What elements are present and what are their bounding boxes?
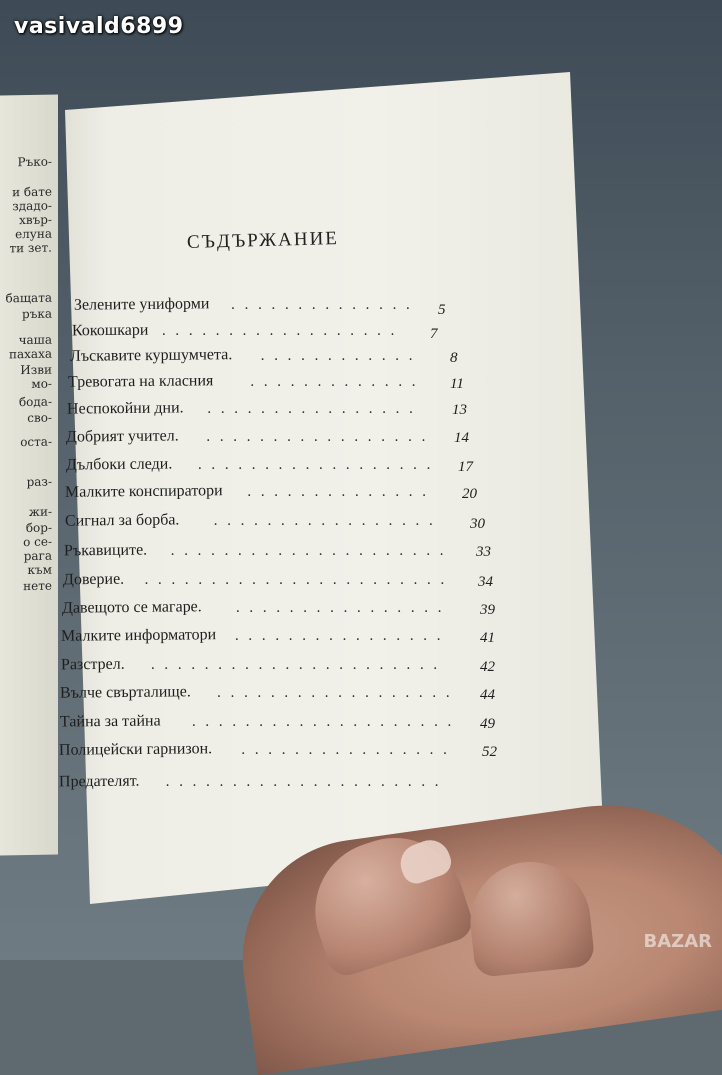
toc-entry-title: Предателят. xyxy=(58,772,140,791)
toc-entry-title: Малките информатори xyxy=(60,626,217,645)
left-page-fragment: хвър- xyxy=(19,212,52,228)
left-page-fragment: здадо- xyxy=(12,198,52,214)
left-page-fragment: рага xyxy=(23,548,52,564)
left-page-fragment: ти зет. xyxy=(9,240,52,256)
left-page xyxy=(0,94,58,855)
toc-page-number: 39 xyxy=(480,602,495,618)
toc-leader-dots: .............. xyxy=(247,484,436,500)
toc-leader-dots: ................ xyxy=(241,742,457,758)
toc-entry-title: Вълче свърталище. xyxy=(59,683,191,702)
toc-entry-title: Тревогата на класния xyxy=(67,372,214,391)
toc-leader-dots: .................. xyxy=(161,323,404,339)
left-page-fragment: Ръко- xyxy=(17,154,52,170)
toc-page-number: 17 xyxy=(458,459,473,475)
toc-leader-dots: ................ xyxy=(234,628,450,644)
toc-entry-title: Полицейски гарнизон. xyxy=(58,740,213,759)
toc-leader-dots: ................. xyxy=(206,429,435,445)
toc-leader-dots: ................. xyxy=(213,513,443,529)
left-page-fragment: оста- xyxy=(20,434,52,450)
toc-page-number: 52 xyxy=(482,744,497,760)
left-page-fragment: сво- xyxy=(27,410,52,426)
toc-page-number: 8 xyxy=(450,350,458,366)
toc-entry-title: Зелените униформи xyxy=(73,295,210,314)
left-page-fragment: раз- xyxy=(26,474,52,490)
toc-entry-title: Добрият учител. xyxy=(65,427,179,446)
toc-page-number: 34 xyxy=(478,574,493,590)
toc-leader-dots: .................... xyxy=(191,714,461,730)
toc-leader-dots: ................ xyxy=(207,401,423,417)
toc-entry-title: Неспокойни дни. xyxy=(66,399,184,418)
toc-page-number: 13 xyxy=(452,402,467,418)
toc-leader-dots: ...................... xyxy=(150,657,447,673)
left-page-fragment: о се- xyxy=(23,534,52,550)
toc-page-number: 7 xyxy=(430,326,438,342)
toc-leader-dots: ....................... xyxy=(144,572,454,588)
toc-leader-dots: ............. xyxy=(250,374,425,390)
left-page-fragment: пахаха xyxy=(9,346,52,362)
left-page-fragment: бор- xyxy=(25,520,52,536)
toc-page-number: 42 xyxy=(480,659,495,675)
toc-entry-title: Лъскавите куршумчета. xyxy=(69,346,233,365)
toc-leader-dots: ..................... xyxy=(170,543,453,559)
left-page-fragment: бащата xyxy=(5,290,52,306)
toc-leader-dots: .................. xyxy=(216,685,459,701)
toc-entry-title: Сигнал за борба. xyxy=(64,511,180,530)
left-page-fragment: Изви xyxy=(20,362,52,378)
toc-page-number: 20 xyxy=(462,486,477,502)
left-page-fragment: бода- xyxy=(18,394,52,410)
left-page-fragment: елуна xyxy=(15,226,52,242)
toc-leader-dots: ............ xyxy=(260,348,422,364)
toc-entry-title: Ръкавиците. xyxy=(63,541,148,560)
toc-entry-title: Малките конспиратори xyxy=(64,482,223,501)
toc-entry-title: Кокошкари xyxy=(71,321,149,340)
toc-entry-title: Доверие. xyxy=(62,570,125,589)
left-page-fragment: чаша xyxy=(18,332,52,348)
left-page-fragment: жи- xyxy=(28,504,52,520)
site-logo: BAZAR xyxy=(643,931,712,952)
left-page-fragment: и бате xyxy=(12,184,52,200)
toc-entry-title: Тайна за тайна xyxy=(59,712,161,731)
toc-entry-title: Дълбоки следи. xyxy=(65,455,173,474)
toc-leader-dots: .............. xyxy=(230,297,420,313)
toc-page-number: 44 xyxy=(480,687,495,703)
toc-page-number: 41 xyxy=(480,630,495,646)
toc-page-number: 11 xyxy=(450,376,464,392)
toc-page-number: 30 xyxy=(470,516,485,532)
toc-page-number: 33 xyxy=(476,544,491,560)
toc-page-number: 5 xyxy=(438,302,446,318)
toc-page-number: 49 xyxy=(480,716,495,732)
watermark-text: vasivald6899 xyxy=(14,14,184,39)
left-page-fragment: нете xyxy=(23,578,52,594)
toc-title: СЪДЪРЖАНИЕ xyxy=(186,228,340,253)
toc-page-number: 14 xyxy=(454,430,469,446)
toc-leader-dots: ..................... xyxy=(165,774,448,790)
toc-entry-title: Давещото се магаре. xyxy=(61,598,202,617)
left-page-fragment: към xyxy=(27,562,52,578)
toc-leader-dots: ................ xyxy=(235,600,451,616)
toc-entry-title: Разстрел. xyxy=(60,655,125,674)
left-page-fragment: мо- xyxy=(31,376,52,391)
toc-leader-dots: .................. xyxy=(197,457,440,473)
left-page-fragment: ръка xyxy=(22,306,52,322)
